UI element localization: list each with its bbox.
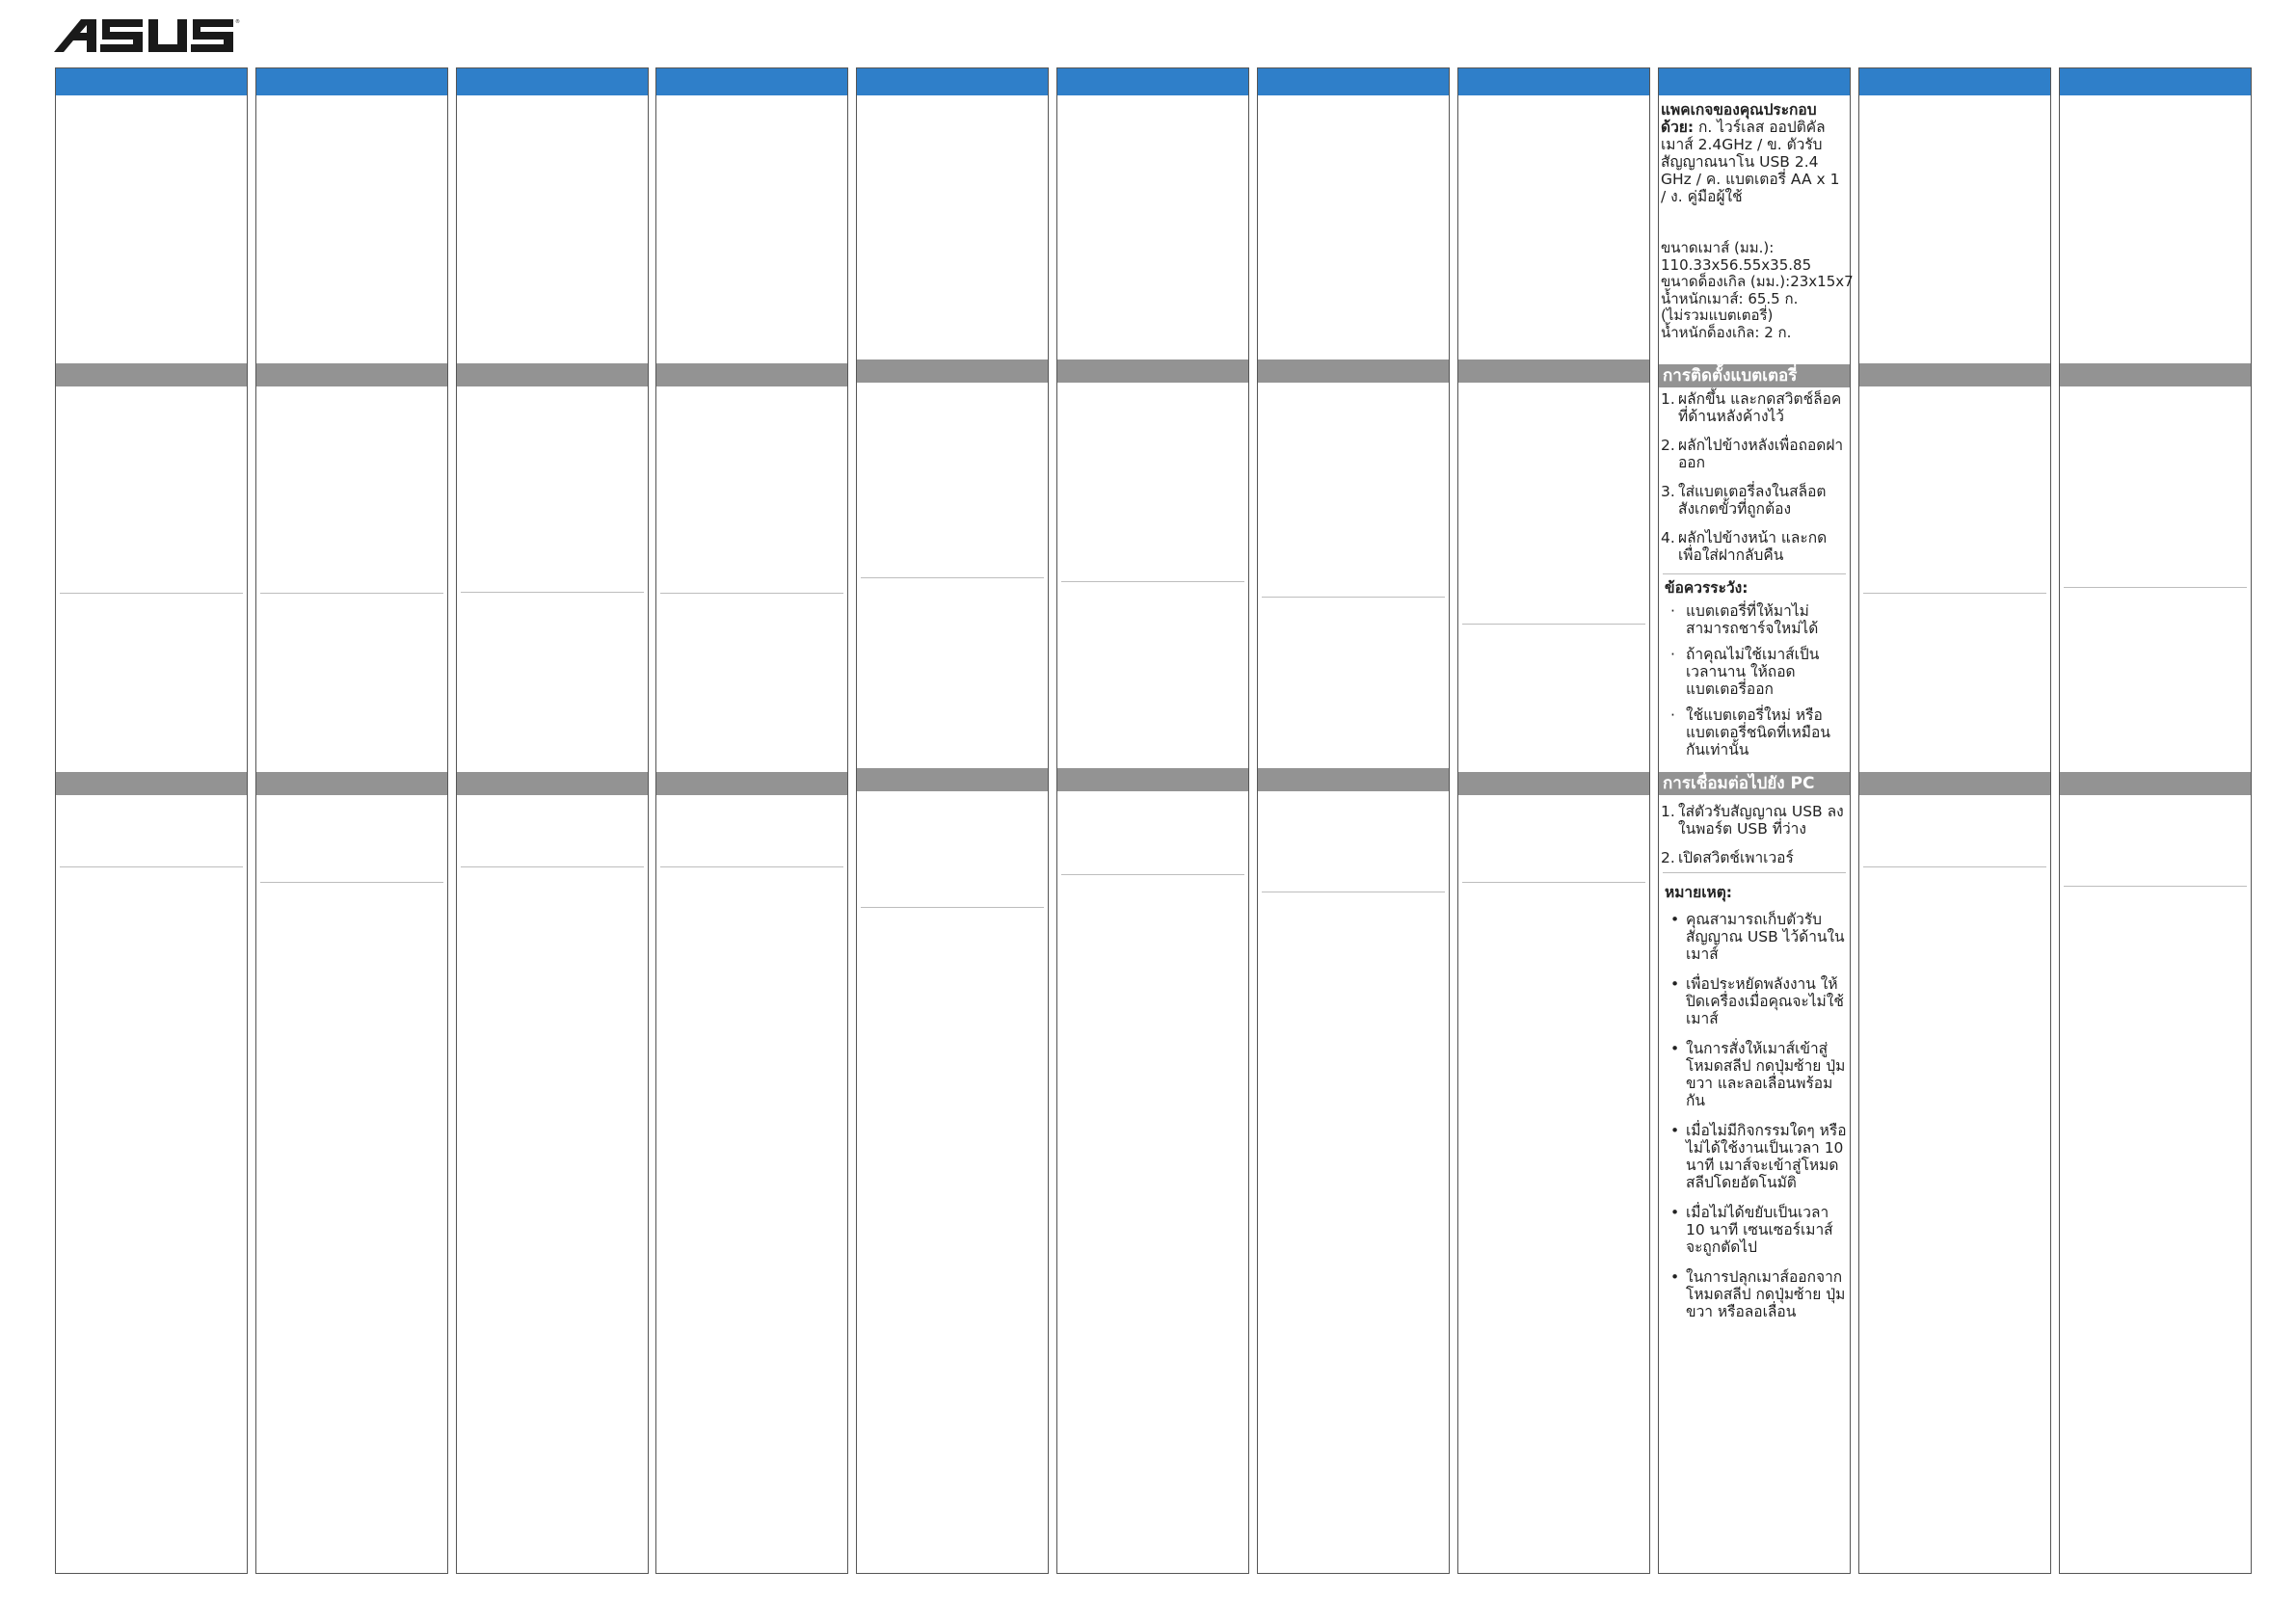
divider	[1061, 874, 1244, 875]
language-column-8	[1457, 67, 1650, 1574]
step-text: ใส่ตัวรับสัญญาณ USB ลงในพอร์ต USB ที่ว่าง	[1678, 803, 1844, 838]
section-bar	[857, 768, 1048, 791]
caution-item: · ใช้แบตเตอรี่ใหม่ หรือแบตเตอรี่ชนิดที่เหมือนกันเท่านั้น	[1670, 706, 1830, 759]
step-number: 2.	[1661, 437, 1675, 454]
divider	[1462, 624, 1645, 625]
step-text: ผลักไปข้างหลังเพื่อถอดฝาออก	[1678, 437, 1844, 471]
language-column-thai	[1658, 67, 1854, 1574]
column-header	[1659, 68, 1850, 95]
pc-section-title: การเชื่อมต่อไปยัง PC	[1659, 772, 1850, 795]
section-bar	[256, 363, 447, 386]
section-bar	[56, 772, 247, 795]
package-contents	[1659, 101, 1850, 205]
step-text: เปิดสวิตช์เพาเวอร์	[1678, 849, 1794, 866]
divider	[861, 907, 1044, 908]
battery-step	[1661, 483, 1848, 518]
battery-section-title: การติดตั้งแบตเตอรี่	[1659, 364, 1850, 387]
divider	[1663, 573, 1846, 574]
svg-text:®: ®	[235, 19, 240, 25]
divider	[1863, 593, 2046, 594]
step-text: ผลักไปข้างหน้า และกดเพื่อใส่ฝากลับคืน	[1678, 529, 1828, 564]
battery-step	[1661, 390, 1848, 425]
section-bar	[256, 772, 447, 795]
section-bar	[457, 772, 648, 795]
spec-list	[1659, 239, 1854, 341]
caution-box	[1659, 579, 1850, 767]
language-column-5	[856, 67, 1049, 1574]
column-header	[256, 68, 447, 95]
divider	[60, 866, 243, 867]
language-column-10	[1858, 67, 2051, 1574]
divider	[861, 577, 1044, 578]
language-column-4	[655, 67, 848, 1574]
step-text: ใส่แบตเตอรี่ลงในสล็อต สังเกตขั้วที่ถูกต้อง	[1678, 483, 1827, 518]
spec-line: ขนาดด็องเกิล (มม.):23x15x7	[1661, 273, 1854, 290]
language-column-2	[255, 67, 448, 1574]
step-number: 1.	[1661, 390, 1675, 408]
language-column-1	[55, 67, 248, 1574]
divider	[2064, 587, 2247, 588]
divider	[1462, 882, 1645, 883]
section-bar	[656, 363, 847, 386]
spec-line: น้ำหนักเมาส์: 65.5 ก.	[1661, 289, 1799, 307]
section-bar	[2060, 772, 2251, 795]
notes-title: หมายเหตุ:	[1665, 884, 1732, 901]
notes-box	[1659, 884, 1850, 1333]
spec-line: ขนาดเมาส์ (มม.):	[1661, 239, 1775, 256]
battery-step	[1661, 437, 1848, 471]
column-header	[857, 68, 1048, 95]
section-bar	[2060, 363, 2251, 386]
spec-line: 110.33x56.55x35.85	[1661, 255, 1812, 274]
note-item: • ในการสั่งให้เมาส์เข้าสู่โหมดสลีป กดปุ่มซ้าย ปุ่มขวา และลอเลื่อนพร้อมกัน	[1670, 1040, 1846, 1109]
package-body: ก. ไวร์เลส ออปติคัลเมาส์ 2.4GHz / ข. ตัวรับสัญญาณนาโน USB 2.4 GHz / ค. แบตเตอรี่ AA x 1 / ง. คู่มือผู้ใช้	[1661, 119, 1840, 205]
spec-line: (ไม่รวมแบตเตอรี่)	[1661, 306, 1774, 324]
language-column-7	[1257, 67, 1450, 1574]
section-bar	[1057, 359, 1248, 383]
divider	[660, 866, 843, 867]
step-number: 3.	[1661, 483, 1675, 500]
spec-line: น้ำหนักด็องเกิล: 2 ก.	[1661, 323, 1792, 341]
column-header	[1458, 68, 1649, 95]
column-header	[1057, 68, 1248, 95]
section-bar	[1258, 359, 1449, 383]
divider	[1061, 581, 1244, 582]
section-bar	[1458, 359, 1649, 383]
language-column-6	[1056, 67, 1249, 1574]
section-bar	[1458, 772, 1649, 795]
section-bar	[1258, 768, 1449, 791]
pc-step	[1661, 849, 1848, 866]
divider	[1663, 872, 1846, 873]
caution-item: · ถ้าคุณไม่ใช้เมาส์เป็นเวลานาน ให้ถอดแบตเตอรี่ออก	[1670, 646, 1820, 698]
divider	[660, 593, 843, 594]
asus-logo	[54, 15, 240, 54]
column-header	[2060, 68, 2251, 95]
note-item: • คุณสามารถเก็บตัวรับสัญญาณ USB ไว้ด้านในเมาส์	[1670, 911, 1845, 963]
section-bar	[1859, 772, 2050, 795]
divider	[60, 593, 243, 594]
section-bar	[457, 363, 648, 386]
step-number: 4.	[1661, 529, 1675, 546]
step-number: 1.	[1661, 803, 1675, 820]
language-column-3	[456, 67, 649, 1574]
note-item: • เมื่อไม่ได้ขยับเป็นเวลา 10 นาที เซนเซอร์เมาส์จะถูกตัดไป	[1670, 1204, 1833, 1256]
step-number: 2.	[1661, 849, 1675, 866]
divider	[461, 866, 644, 867]
step-text: ผลักขึ้น และกดสวิตช์ล็อคที่ด้านหลังค้างไว้	[1678, 390, 1842, 425]
pc-step	[1661, 803, 1848, 838]
notes-list	[1665, 911, 1848, 1320]
language-column-11	[2059, 67, 2252, 1574]
note-item: • ในการปลุกเมาส์ออกจากโหมดสลีป กดปุ่มซ้าย ปุ่มขวา หรือลอเลื่อน	[1670, 1268, 1846, 1320]
section-bar	[857, 359, 1048, 383]
divider	[260, 882, 443, 883]
divider	[2064, 886, 2247, 887]
divider	[461, 592, 644, 593]
note-item: • เพื่อประหยัดพลังงาน ให้ปิดเครื่องเมื่อคุณจะไม่ใช้เมาส์	[1670, 975, 1844, 1027]
column-header	[1859, 68, 2050, 95]
column-header	[56, 68, 247, 95]
section-bar	[1859, 363, 2050, 386]
divider	[1863, 866, 2046, 867]
note-item: • เมื่อไม่มีกิจกรรมใดๆ หรือไม่ได้ใช้งานเป็นเวลา 10 นาที เมาส์จะเข้าสู่โหมดสลีปโดยอัตโนมัติ	[1670, 1122, 1847, 1191]
section-bar	[1057, 768, 1248, 791]
battery-step	[1661, 529, 1848, 564]
caution-title: ข้อควรระวัง:	[1665, 579, 1749, 597]
package-heading: แพคเกจของคุณประกอบด้วย:	[1661, 101, 1817, 136]
caution-item: · แบตเตอรี่ที่ให้มาไม่สามารถชาร์จใหม่ได้	[1670, 602, 1819, 637]
battery-steps	[1659, 390, 1850, 575]
column-header	[1258, 68, 1449, 95]
divider	[1262, 597, 1445, 598]
caution-list	[1665, 602, 1848, 759]
column-header	[457, 68, 648, 95]
section-bar	[56, 363, 247, 386]
pc-steps	[1659, 803, 1850, 878]
section-bar	[656, 772, 847, 795]
column-header	[656, 68, 847, 95]
divider	[260, 593, 443, 594]
